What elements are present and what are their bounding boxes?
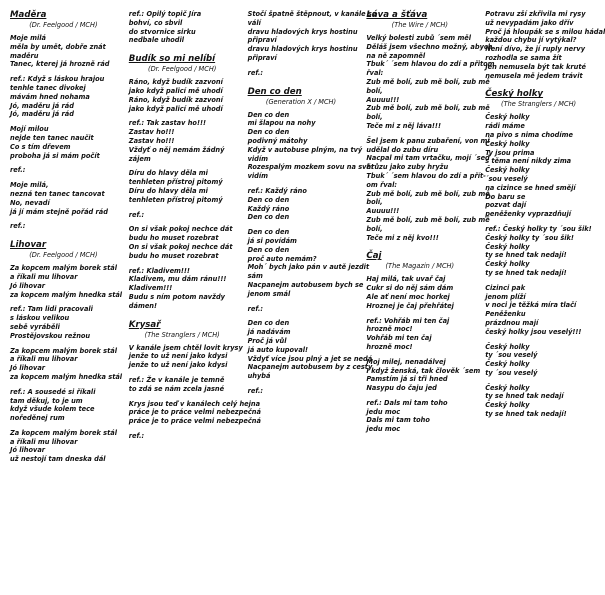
song-credit: (Dr. Feelgood / MCH) [29, 21, 98, 29]
lyrics-stanza [485, 225, 592, 278]
lyrics-stanza [366, 317, 473, 352]
lyric-line: Zub mě bolí, zub mě bolí, zub mě [366, 77, 490, 86]
lyric-line: Ráno, když budík zazvoní [128, 95, 223, 104]
lyric-line: český holky jsou veselý!!! [485, 327, 582, 336]
lyric-line: ty ´sou veselý [485, 368, 538, 377]
lyric-line: Vohřáb mi ten čaj [366, 334, 432, 343]
lyric-line: do stvornice sirku [128, 27, 196, 36]
lyric-line: s láskou velikou [10, 314, 70, 323]
lyric-line: Pamstím já si tři hned [366, 375, 448, 384]
lyric-line: mávám hned nohama [10, 92, 90, 101]
lyric-line: ty se hned tak nedají! [485, 251, 567, 260]
lyrics-stanza [366, 136, 490, 243]
lyric-line: mi šlapou na nohy [247, 119, 316, 128]
song-credit: (The Magazin / MCH) [385, 262, 455, 271]
lyric-line: Jó, maděru já rád [10, 101, 74, 110]
lyric-line: Český holky [485, 166, 530, 175]
lyrics-stanza [10, 388, 117, 423]
lyric-line: Zub mě bolí, zub mě bolí, zub mě [366, 215, 490, 224]
lyric-line: Český holky [485, 113, 530, 122]
lyric-line: Cukr si do něj sám dám [366, 284, 454, 293]
lyric-line: Nacpanejm autobusem bych se [247, 280, 364, 289]
lyric-line: Moh´ bych jako pán v autě jezdit [247, 263, 370, 272]
lyrics-stanza [248, 187, 355, 222]
lyric-line: ref.: Vohřáb mi ten čaj [366, 316, 450, 325]
lyric-line: Budu s ním potom navždy [128, 292, 225, 301]
lyrics-stanza [128, 343, 243, 370]
lyric-line: Český holky [485, 401, 530, 410]
lyric-line: budu ho muset rozebrat [128, 251, 219, 260]
lyric-line: bolí, [366, 113, 383, 122]
lyric-line: ref.: Když s láskou hrajou [10, 75, 105, 84]
lyric-line: Kladivem, mu dám ránu!!! [128, 275, 227, 284]
lyric-line: ty se hned tak nedají [485, 392, 564, 401]
lyric-line: Den co den [247, 245, 290, 254]
lyric-line: Velký bolesti zubů ´sem měl [366, 34, 472, 42]
lyric-line: I když ženská, tak člověk ´sem [366, 366, 481, 375]
lyrics-column-4 [366, 10, 495, 589]
song-block [10, 10, 117, 231]
lyric-line: Den co den [247, 195, 290, 204]
lyric-line: Peněženku [485, 310, 526, 319]
lyrics-stanza [129, 432, 236, 441]
lyrics-stanza [10, 125, 117, 160]
lyric-line: Nacpanejm autobusem by z cesty [247, 363, 373, 372]
song-title: Budík so mi nelíbí [128, 54, 216, 65]
lyric-line: řval: [366, 69, 384, 78]
lyrics-stanza [10, 166, 117, 175]
lyric-line: připraví [247, 36, 277, 45]
lyric-line: maděru [10, 51, 39, 60]
lyric-line: Jó, maděru já rád [10, 110, 74, 119]
lyric-line: ref.: Opilý topič Jíra [128, 10, 202, 18]
lyric-line: Jó lihovar [10, 281, 46, 290]
song-credit: (Dr. Feelgood / MCH) [29, 251, 98, 260]
lyric-line: Díru do hlavy děla mi [128, 186, 208, 195]
lyric-line: ref.: [128, 431, 145, 440]
lyric-line: Za kopcem malým borek stál [10, 264, 117, 273]
lyric-line: Český holky [485, 360, 530, 369]
song-block [129, 54, 236, 310]
lyric-line: Nasypu do čaju jed [366, 384, 437, 393]
lyric-line: za kopcem malým hnedka stál [10, 372, 123, 381]
lyric-line: vidím [247, 172, 269, 181]
lyric-line: Krys jsou teď v kanálech celý hejna [128, 399, 261, 408]
song-block [366, 251, 481, 434]
lyrics-stanza [485, 384, 592, 419]
lyric-line: Stočí špatně štěpnout, v kanále se [247, 10, 377, 18]
lyric-line: práce je to práce velmi nebezpečná [128, 408, 261, 417]
lyric-line: sám [247, 272, 263, 281]
lyrics-stanza [248, 69, 355, 78]
lyric-line: já si povídám [247, 236, 297, 245]
lyric-line: Jen nemusela být tak kruté [485, 62, 586, 71]
lyric-line: válí [247, 18, 261, 27]
lyrics-stanza [10, 34, 117, 69]
lyrics-stanza [366, 275, 473, 310]
lyric-line: bohví, co sbvil [128, 18, 183, 27]
lyrics-stanza [485, 284, 592, 337]
lyric-line: V kanále jsem chtěl lovit krysy [128, 343, 243, 352]
lyric-line: dámen! [128, 301, 158, 310]
lyric-line: budu ho muset rozebrat [128, 234, 219, 243]
lyric-line: Proč já hloupák se s milou hádal [485, 27, 605, 36]
song-block [129, 10, 236, 45]
lyrics-stanza [10, 75, 117, 119]
lyric-line: Teče mi z něj láva!!! [366, 121, 441, 130]
lyric-line: On si však pokoj nechce dát [128, 225, 233, 234]
lyrics-stanza [247, 10, 377, 63]
lyric-line: tam děkuj, to je um [10, 396, 83, 405]
lyric-line: už nevypadám jako dřív [485, 18, 574, 27]
lyric-line: Den co den [247, 110, 290, 119]
lyric-line: Není dívo, že jí ruply nervy [485, 45, 585, 54]
lyric-line: ref.: A sousedé si říkali [10, 387, 96, 396]
lyrics-stanza [10, 305, 117, 340]
lyric-line: Ale ať není moc horkej [366, 292, 450, 301]
lyric-line: Díru do hlavy děla mi [128, 169, 208, 178]
lyrics-stanza [247, 319, 373, 381]
lyric-line: Za kopcem malým borek stál [10, 346, 117, 355]
lyric-line: sebě vyráběli [10, 322, 60, 331]
lyrics-stanza [129, 225, 236, 260]
lyric-line: ref.: Tak zastav ho!!! [128, 119, 206, 128]
lyric-line: ref.: Že v kanále je temně [128, 375, 225, 384]
lyric-line: já jí mám stejně pořád rád [10, 207, 108, 216]
lyric-line: Ty jsou prima [485, 148, 535, 157]
lyrics-stanza [10, 346, 123, 382]
lyric-line: Moje milá, [10, 181, 49, 190]
lyrics-stanza [485, 113, 592, 219]
lyric-line: připraví [247, 53, 277, 62]
lyric-line: noředěnej rum [10, 414, 65, 423]
song-title: Čaj [366, 251, 382, 262]
lyric-line: On si však pokoj nechce dát [128, 242, 233, 251]
lyric-line: vidím [247, 154, 269, 163]
song-block [10, 240, 123, 464]
lyric-line: Vždyť více jsou plný a jet se nedá [247, 354, 373, 363]
lyrics-stanza [129, 211, 236, 220]
lyric-line: Auuuu!!! [366, 95, 400, 104]
lyric-line: No, nevadí [10, 198, 50, 207]
lyric-line: každou chybu jí vytýkal? [485, 36, 577, 45]
lyric-line: bolí, [366, 224, 383, 233]
lyric-line: ref.: [247, 386, 263, 395]
lyric-line: prázdnou mají [485, 318, 539, 327]
lyrics-stanza [485, 343, 592, 378]
lyric-line: ´sou veselý [485, 174, 528, 183]
lyric-line: Český holky ty ´sou šik! [485, 233, 574, 242]
song-title: Lihovar [10, 240, 47, 251]
song-credit: (The Stranglers / MCH) [501, 100, 577, 109]
lyric-line: na pivo s nima chodíme [485, 130, 573, 139]
lyric-line: na cizince se hned smějí [485, 183, 576, 192]
lyric-line: jako když palicí mě uhodí [128, 86, 223, 95]
lyric-line: ref.: Tam lidi pracovali [10, 305, 93, 314]
lyrics-stanza [485, 10, 605, 80]
lyric-line: Zastav ho!!! [128, 136, 175, 145]
lyric-line: Den co den [247, 213, 290, 222]
lyric-line: Den co den [247, 228, 290, 237]
lyrics-stanza [10, 429, 117, 464]
lyrics-stanza [248, 387, 355, 396]
lyric-line: podivný mátohy [247, 136, 308, 145]
lyric-line: Co s tím dřevem [10, 142, 71, 151]
lyric-line: jenže to už není jako kdysi [128, 361, 228, 370]
lyrics-stanza [129, 119, 236, 163]
lyric-line: ref.: [128, 210, 145, 219]
lyric-line: Mojí milou [10, 125, 49, 134]
song-title: Krysař [128, 319, 161, 330]
lyric-line: Dals mi tam toho [366, 416, 430, 425]
lyric-line: ref.: Dals mi tam toho [366, 398, 448, 407]
lyric-line: dravu hladových krys hostinu [247, 45, 358, 54]
lyric-line: Kladivem!!! [128, 284, 173, 293]
lyrics-stanza [10, 181, 117, 216]
lyric-line: měla by umět, dobře znát [10, 42, 106, 51]
lyric-line: Jó lihovar [10, 446, 46, 455]
lyric-line: za kopcem malým hnedka stál [10, 290, 123, 299]
song-block [366, 10, 495, 242]
song-block [485, 10, 605, 80]
lyric-line: Rozespalým mozkem sovu na svět [247, 163, 375, 172]
lyrics-stanza [247, 228, 370, 298]
lyric-line: bolí, [366, 198, 383, 207]
lyric-line: Zastav ho!!! [128, 128, 175, 137]
lyric-line: s těma není nikdy zima [485, 157, 572, 166]
lyric-line: Ráno, když budík zazvoní [128, 78, 223, 87]
lyric-line: Vždyť o něj nemám žádný [128, 145, 225, 154]
lyric-line: uhybá [247, 372, 271, 381]
lyric-line: a říkali mu lihovar [10, 355, 78, 364]
lyric-line: dravu hladových krys hostinu [247, 27, 358, 36]
lyric-line: Zub mě bolí, zub mě bolí, zub mě [366, 104, 490, 113]
lyrics-stanza [129, 376, 236, 394]
lyric-line: udělal do zubu díru [366, 145, 439, 154]
lyric-line: nezná ten tanec tancovat [10, 189, 105, 198]
lyric-line: ref.: [247, 304, 263, 313]
lyric-line: om řval: [366, 180, 397, 189]
lyric-line: rozhodla se sama žít [485, 53, 562, 62]
lyric-line: Tanec, kterej já hrozně rád [10, 60, 110, 69]
lyrics-stanza [10, 222, 117, 231]
lyric-line: tenhleten přístroj pitomý [128, 195, 223, 204]
lyric-line: když všude kolem tece [10, 405, 95, 414]
lyric-line: ref.: Každý ráno [247, 186, 307, 195]
lyric-line: já nadávám [247, 328, 291, 337]
lyric-line: Tbuk´ ´sem hlavou do zdí a přít- [366, 171, 486, 180]
lyric-line: jako když palicí mě uhodí [128, 104, 223, 113]
lyric-line: Haj milá, tak uvař čaj [366, 275, 446, 284]
lyrics-stanza [129, 10, 236, 45]
lyric-line: ref.: [247, 68, 263, 77]
song-credit: (The Stranglers / MCH) [144, 330, 220, 339]
song-title: Maděra [10, 10, 47, 20]
lyric-line: Děláš jsem všechno možný, abych [366, 42, 493, 51]
lyric-line: Za kopcem malým borek stál [10, 428, 117, 437]
lyric-line: Nacpal mi tam vrtačku, mojí ´sed [366, 154, 490, 163]
lyric-line: jenom smál [247, 289, 291, 298]
lyric-line: hrozně moc! [366, 325, 413, 334]
lyric-line: Teče mi z něj kvo!!! [366, 233, 439, 242]
lyric-line: tenhle tanec divokej [10, 83, 86, 92]
lyric-line: ref.: Český holky ty ´sou šik! [485, 224, 592, 233]
lyric-line: Český holky [485, 242, 530, 251]
lyric-line: a říkali mu lihovar [10, 272, 78, 281]
lyric-line: nemusela mě jedem trávit [485, 71, 583, 80]
lyric-line: Moje milá [10, 34, 46, 42]
lyrics-stanza [129, 169, 236, 204]
lyrics-column-5 [485, 10, 605, 589]
lyric-line: Tbuk´ ´sem hlavou do zdí a přitom [366, 60, 495, 69]
lyrics-stanza [366, 34, 495, 131]
lyric-line: v noci je těžká míra tlačí [485, 301, 577, 310]
lyric-line: Český holky [485, 342, 530, 351]
lyric-line: a říkali mu lihovar [10, 437, 78, 446]
lyrics-column-1 [10, 10, 123, 589]
lyric-line: Šel jsem k panu zubaření, von mi [366, 136, 490, 145]
lyric-line: peněženky vyprazdňují [485, 210, 572, 219]
lyric-line: jedu moc [366, 425, 401, 434]
lyric-line: to zdá se nám zcela jasné [128, 384, 225, 393]
lyric-line: jedu moc [366, 407, 401, 416]
lyric-line: tenhleten přístroj pitomý [128, 178, 223, 187]
lyrics-stanza [10, 264, 123, 299]
lyric-line: ty se hned tak nedají! [485, 268, 567, 277]
lyric-line: hrůzu jako zuby hryžu [366, 163, 449, 172]
lyric-line: Auuuu!!! [366, 207, 400, 216]
lyrics-stanza [129, 267, 236, 311]
lyric-line: Každý ráno [247, 204, 290, 213]
lyric-line: Když v autobuse plným, na tvý [247, 145, 363, 154]
lyric-line: ref.: [10, 166, 26, 175]
lyric-line: Český holky [485, 260, 530, 269]
lyric-line: pozvat dají [485, 201, 527, 210]
lyric-line: Cizinci pak [485, 283, 526, 292]
lyric-line: už nestojí tam dneska dál [10, 455, 106, 464]
lyric-line: na ně zapomněl [366, 51, 426, 60]
lyric-line: zájem [128, 154, 151, 163]
lyric-line: rádi máme [485, 122, 525, 131]
lyrics-stanza [248, 305, 355, 314]
lyric-line: ty se hned tak nedají! [485, 410, 567, 419]
song-credit: (Dr. Feelgood / MCH) [148, 65, 217, 74]
lyrics-stanza [129, 78, 236, 113]
lyric-line: Moj milej, nenadálvej [366, 357, 446, 366]
lyrics-stanza [366, 357, 481, 393]
lyric-line: nejde ten tanec naučit [10, 133, 94, 142]
lyric-line: bolí, [366, 86, 383, 95]
lyric-line: Den co den [247, 319, 290, 328]
lyric-line: ref.: Kladivem!!! [128, 266, 190, 275]
song-title: Láva a šťáva [366, 10, 428, 20]
song-credit: (Generation X / MCH) [265, 97, 337, 106]
lyric-line: Hroznej je čaj přehřátej [366, 301, 454, 310]
lyric-line: já auto kupoval! [247, 345, 309, 354]
song-title: Den co den [247, 86, 302, 97]
lyric-line: Jó lihovar [10, 364, 46, 373]
lyric-line: Český holky [485, 383, 530, 392]
song-title: Český holky [485, 89, 544, 100]
lyric-line: Do baru se [485, 192, 526, 201]
lyric-line: nedbale uhodil [128, 36, 185, 45]
lyric-line: Zub mě bolí, zub mě bolí, zub mě [366, 189, 490, 198]
lyrics-stanza [128, 399, 261, 426]
song-credit: (The Wire / MCH) [391, 21, 448, 29]
lyric-line: jenže to už není jako kdysi [128, 352, 228, 361]
lyric-line: Potravu zší zkřivila mi rysy [485, 10, 586, 18]
lyric-line: Prostějovskou režnou [10, 331, 91, 340]
lyric-line: Český holky [485, 139, 530, 148]
lyric-line: Den co den [247, 128, 290, 137]
lyric-line: ref.: [10, 222, 26, 231]
lyric-line: práce je to práce velmi nebezpečná [128, 417, 261, 426]
lyric-line: Proč já vůl [247, 336, 287, 345]
lyrics-stanza [366, 399, 473, 434]
lyric-line: jenom plíží [485, 292, 526, 301]
lyric-line: proboha já si mám počít [10, 151, 100, 160]
lyric-line: hrozně moc! [366, 342, 413, 351]
song-block [485, 89, 592, 419]
lyric-line: ty ´sou veselý [485, 351, 538, 360]
lyric-line: proč auto nemám? [247, 254, 317, 263]
